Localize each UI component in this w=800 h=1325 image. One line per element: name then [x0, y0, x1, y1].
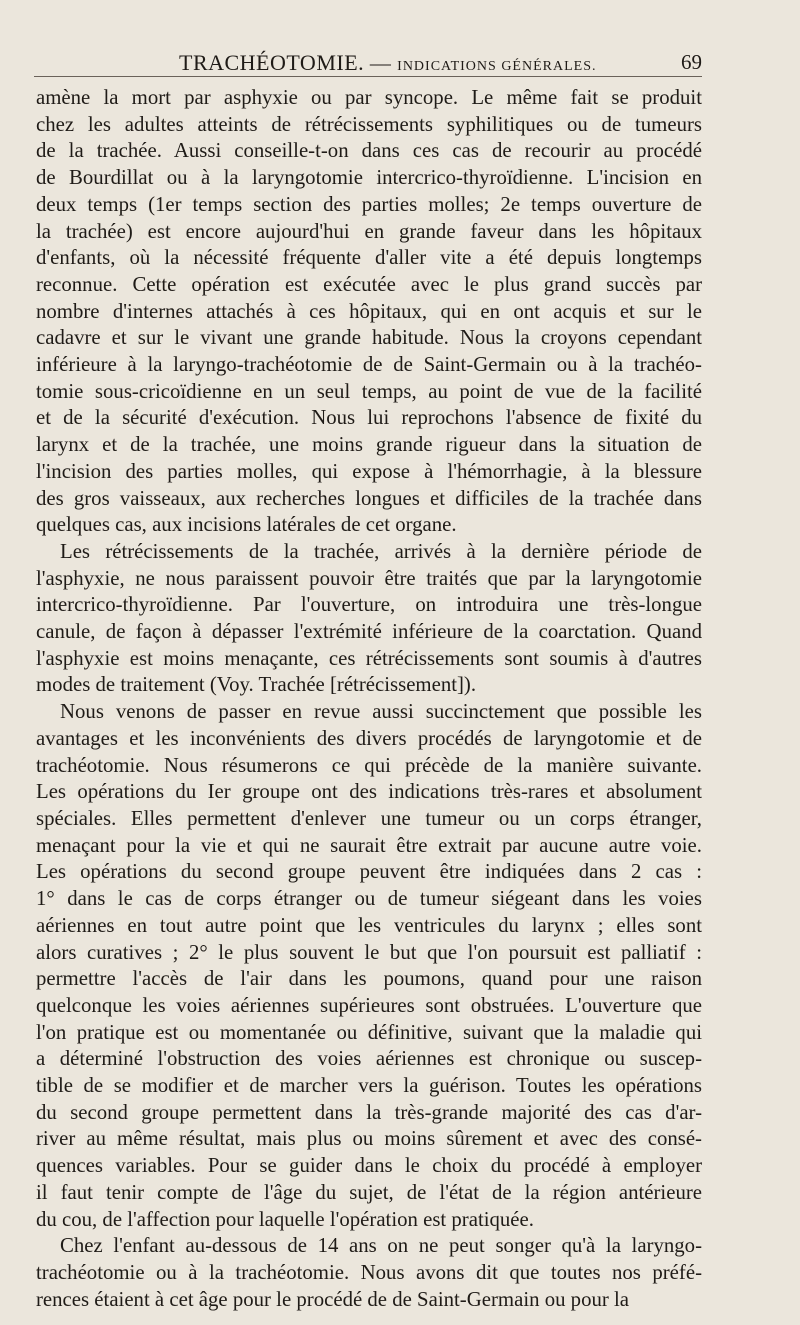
text-line: du cou, de l'affection pour laquelle l'opération est pratiquée.	[36, 1207, 534, 1231]
text-line: amène la mort par asphyxie ou par syncope. Le même fait se produit	[36, 86, 702, 109]
page-number: 69	[681, 50, 702, 74]
text-line: trachéotomie. Nous résumerons ce qui précède de la manière suivante.	[36, 753, 702, 777]
text-line: permettre l'accès de l'air dans les poumons, quand pour une raison	[36, 967, 702, 991]
text-line: Les rétrécissements de la trachée, arrivés à la dernière période de	[60, 539, 702, 563]
text-line: de la trachée. Aussi conseille-t-on dans ces cas de recourir au procédé	[36, 139, 702, 163]
text-line: modes de traitement (Voy. Trachée [rétrécissement]).	[36, 673, 477, 697]
running-title-main: TRACHÉOTOMIE.	[179, 50, 365, 75]
text-line: 1° dans le cas de corps étranger ou de tumeur siégeant dans les voies	[36, 887, 702, 911]
text-line: intercrico-thyroïdienne. Par l'ouverture, on introduira une très-longue	[36, 593, 702, 617]
text-line: du second groupe permettent dans la très-grande majorité des cas d'ar-	[36, 1100, 702, 1124]
text-line: reconnue. Cette opération est exécutée avec le plus grand succès par	[36, 272, 702, 296]
text-line: spéciales. Elles permettent d'enlever une tumeur ou un corps étranger,	[36, 806, 702, 830]
text-line: quences variables. Pour se guider dans le choix du procédé à employer	[36, 1154, 702, 1178]
text-line: a déterminé l'obstruction des voies aériennes est chronique ou suscep-	[36, 1047, 702, 1071]
text-line: aériennes en tout autre point que les ventricules du larynx ; elles sont	[36, 913, 702, 937]
running-title-sub: INDICATIONS GÉNÉRALES.	[397, 59, 597, 74]
text-line: deux temps (1er temps section des parties molles; 2e temps ouverture de	[36, 192, 702, 216]
text-line: cadavre et sur le vivant une grande habitude. Nous la croyons cependant	[36, 326, 702, 350]
text-line: l'asphyxie est moins menaçante, ces rétrécissements sont soumis à d'autres	[36, 646, 702, 670]
body-text	[36, 85, 702, 1313]
text-line: inférieure à la laryngo-trachéotomie de de Saint-Germain ou à la trachéo-	[36, 353, 702, 377]
text-line: l'on pratique est ou momentanée ou définitive, suivant que la maladie qui	[36, 1020, 702, 1044]
text-line: canule, de façon à dépasser l'extrémité inférieure de la coarctation. Quand	[36, 620, 702, 644]
text-line: Nous venons de passer en revue aussi succinctement que possible les	[60, 700, 702, 724]
text-line: quelques cas, aux incisions latérales de cet organe.	[36, 513, 457, 537]
text-line: rences étaient à cet âge pour le procédé de de Saint-Germain ou pour la	[36, 1287, 630, 1311]
text-line: nombre d'internes attachés à ces hôpitaux, qui en ont acquis et sur le	[36, 299, 702, 323]
text-line: l'asphyxie, ne nous paraissent pouvoir être traités que par la laryngotomie	[36, 566, 702, 590]
text-line: tomie sous-cricoïdienne en un seul temps, au point de vue de la facilité	[36, 379, 702, 403]
text-line: trachéotomie ou à la trachéotomie. Nous avons dit que toutes nos préfé-	[36, 1260, 702, 1284]
text-line: alors curatives ; 2° le plus souvent le but que l'on poursuit est palliatif :	[36, 940, 702, 964]
running-title	[179, 50, 596, 76]
text-line: quelconque les voies aériennes supérieures sont obstruées. L'ouverture que	[36, 993, 702, 1017]
text-line: menaçant pour la vie et qui ne saurait être extrait par aucune autre voie.	[36, 833, 702, 857]
text-line: d'enfants, où la nécessité fréquente d'aller vite a été depuis longtemps	[36, 246, 702, 270]
text-line: chez les adultes atteints de rétrécissements syphilitiques ou de tumeurs	[36, 112, 702, 136]
running-title-dash: —	[369, 51, 392, 75]
text-line: et de la sécurité d'exécution. Nous lui reprochons l'absence de fixité du	[36, 406, 702, 430]
text-line: Chez l'enfant au-dessous de 14 ans on ne peut songer qu'à la laryngo-	[60, 1234, 702, 1258]
text-line: tible de se modifier et de marcher vers la guérison. Toutes les opérations	[36, 1074, 702, 1098]
text-line: il faut tenir compte de l'âge du sujet, de l'état de la région antérieure	[36, 1180, 702, 1204]
running-header	[34, 46, 702, 77]
text-line: avantages et les inconvénients des divers procédés de laryngotomie et de	[36, 726, 702, 750]
text-line: river au même résultat, mais plus ou moins sûrement et avec des consé-	[36, 1127, 702, 1151]
text-line: Les opérations du Ier groupe ont des indications très-rares et absolument	[36, 780, 702, 804]
text-line: l'incision des parties molles, qui expose à l'hémorrhagie, à la blessure	[36, 459, 702, 483]
text-line: Les opérations du second groupe peuvent être indiquées dans 2 cas :	[36, 860, 702, 884]
text-line: larynx et de la trachée, une moins grande rigueur dans la situation de	[36, 433, 702, 457]
text-line: des gros vaisseaux, aux recherches longues et difficiles de la trachée dans	[36, 486, 702, 510]
text-line: de Bourdillat ou à la laryngotomie intercrico-thyroïdienne. L'incision en	[36, 166, 702, 190]
text-line: la trachée) est encore aujourd'hui en grande faveur dans les hôpitaux	[36, 219, 702, 243]
